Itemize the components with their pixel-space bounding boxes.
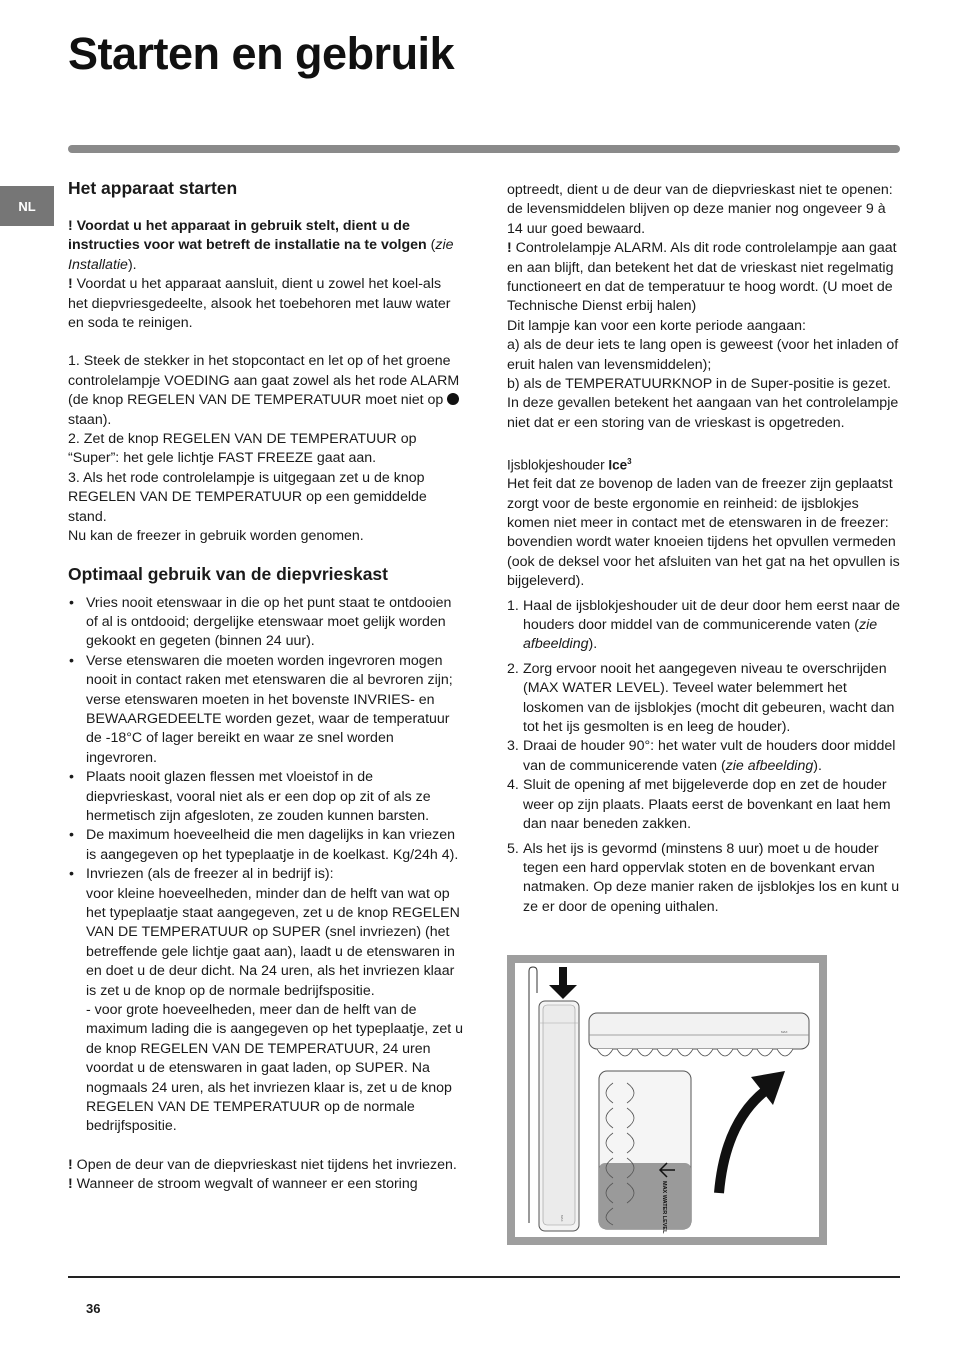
- freeze-large-quantities: - voor grote hoeveelheden, meer dan de helft van de maximum lading die is aangegeven op het typeplaatje, zet u de knop REGELEN VAN DE TEMPERATUUR, 24 uren voordat u de etenswaren in gaat laden, op SUPER. Na nogmaals 24 uren, als het invriezen klaar is, zet u de knop REGELEN VAN DE TEMPERATUUR op de normale bedrijfspositie.: [86, 1002, 463, 1135]
- ice-holder-intro: Het feit dat ze bovenop de laden van de freezer zijn geplaatst zorgt voor de beste ergonomie en reinheid: de ijsblokjes komen niet meer in contact met de etenswaren in de freezer: bovendien wordt water knoeien tijdens het opvullen vermeden (ook de deksel voor het afsluiten van het gat na het opvullen is bijgeleverd).: [507, 476, 900, 590]
- warning-mark: !: [507, 240, 512, 257]
- off-position-dot-icon: [447, 393, 459, 405]
- step-final: Nu kan de freezer in gebruik worden genomen.: [68, 528, 364, 545]
- step-1: [68, 352, 463, 430]
- list-item: [507, 597, 900, 655]
- list-item: • Plaats nooit glazen flessen met vloeistof in de diepvrieskast, vooral niet als er een dop op zit of als ze hermetisch zijn afgesloten, ze zouden kunnen barsten.: [68, 768, 463, 826]
- list-item: [507, 660, 900, 738]
- list-item: [507, 776, 900, 834]
- lamp-conclusion: In deze gevallen betekent het aangaan van het controlelampje niet dat er een storing van de vrieskast is opgetreden.: [507, 395, 899, 431]
- bottom-divider: [68, 1276, 900, 1278]
- list-item: [507, 737, 900, 776]
- ice-brand: Ice: [608, 457, 628, 473]
- page-title: Starten en gebruik: [68, 28, 455, 79]
- warning-mark: !: [68, 218, 73, 234]
- step-1-text: 1. Steek de stekker in het stopcontact en let op of het groene controlelampje VOEDING aan gaat zowel als het rode ALARM (de knop REGELEN VAN DE TEMPERATUUR moet niet op: [68, 353, 460, 409]
- list-item: [507, 840, 900, 918]
- step-ref: zie afbeelding: [725, 757, 814, 774]
- section-heading-usage: Optimaal gebruik van de diepvrieskast: [68, 563, 388, 584]
- warning-mark: !: [68, 276, 73, 293]
- list-item: [68, 865, 463, 1137]
- step-ref: zie afbeelding: [523, 617, 878, 653]
- ice-holder-title: [507, 452, 900, 475]
- paren-close: ).: [127, 256, 137, 273]
- step-text: Draai de houder 90°: het water vult de houders door middel van de communicerende vaten (: [523, 738, 896, 774]
- down-arrow-icon: [549, 967, 577, 999]
- warning-installation: [68, 217, 463, 275]
- freeze-heading: • Invriezen (als de freezer al in bedrijf is):: [86, 866, 334, 883]
- warning-door-text: Open de deur van de diepvrieskast niet tijdens het invriezen.: [72, 1156, 457, 1173]
- step-number: 3.: [507, 738, 519, 755]
- freeze-small-quantities: voor kleine hoeveelheden, minder dan de helft van wat op het typeplaatje staat aangegeven, zet u de knop REGELEN VAN DE TEMPERATUUR op SUPER (snel invriezen) (het betreffende gele lichtje gaat aan), laadt u de etenswaren in en doet u de deur dicht. Na 24 uren, als het invriezen klaar is zet u de knop op de normale bedrijfspositie.: [86, 885, 460, 999]
- warning-power-text: Wanneer de stroom wegvalt of wanneer er een storing: [72, 1176, 418, 1193]
- ice-holder-drawing: [515, 963, 819, 1237]
- alarm-warning: [507, 239, 900, 317]
- step-text: Sluit de opening af met bijgeleverde dop en zet de houder weer op zijn plaats. Plaats eerst de bovenkant en laat hem dan naar beneden zakken.: [523, 777, 891, 833]
- step-text-end: ).: [813, 757, 822, 774]
- small-label: MAX: [781, 1030, 788, 1034]
- paren-open: (: [426, 237, 436, 254]
- step-number: 1.: [507, 597, 519, 614]
- ice-steps-list: [507, 597, 900, 918]
- step-number: 2.: [507, 660, 519, 677]
- alarm-text: Controlelampje ALARM. Als dit rode controlelampje aan gaat en aan blijft, dan betekent het dat de vrieskast niet regelmatig functioneert en dat de temperatuur te hoog wordt. (U moet de Technische Dienst erbij halen): [507, 240, 897, 315]
- illustration-canvas: [515, 963, 819, 1237]
- lamp-intro: Dit lampje kan voor een korte periode aangaan:: [507, 317, 806, 334]
- lamp-case-a: a) als de deur iets te lang open is geweest (voor het inladen of eruit halen van levensmiddelen);: [507, 337, 899, 373]
- warning-mark: !: [68, 1176, 73, 1193]
- warning-cleaning: [68, 275, 463, 333]
- usage-bullet-list: [68, 594, 463, 1137]
- small-label: MAX: [560, 1215, 564, 1222]
- step-text: Zorg ervoor nooit het aangegeven niveau te overschrijden (MAX WATER LEVEL). Teveel water belemmert het loskomen van de ijsblokjes (mocht dit gebeuren, wacht dan tot het ijs gesmolten is en leeg de houder).: [523, 660, 895, 736]
- warning-mark: !: [68, 1156, 73, 1173]
- step-number: 4.: [507, 777, 519, 794]
- list-item: • Vries nooit etenswaar in die op het punt staat te ontdooien of al is ontdooid; dergelijke etenswaar moet gelijk worden gekookt en gegeten (binnen 24 uur).: [68, 594, 463, 652]
- rotate-arrow-icon: [719, 1071, 785, 1193]
- warning-door: [68, 1156, 463, 1175]
- top-divider: [68, 145, 900, 153]
- ice-holder-illustration: [507, 955, 827, 1245]
- warning-cleaning-text: Voordat u het apparaat aansluit, dient u zowel het koel-als het diepvriesgedeelte, alsook het toebehoren met lauw water en soda te reinigen.: [68, 276, 451, 332]
- step-number: 5.: [507, 840, 519, 857]
- step-text-end: ).: [588, 636, 598, 653]
- list-item: • De maximum hoeveelheid die men dagelijks in kan vriezen is aangegeven op het typeplaatje in de koelkast. Kg/24h 4).: [68, 826, 463, 865]
- page-number: 36: [86, 1301, 101, 1316]
- left-column: [68, 176, 463, 1195]
- step-2: 2. Zet de knop REGELEN VAN DE TEMPERATUUR op “Super”: het gele lichtje FAST FREEZE gaat aan.: [68, 431, 417, 467]
- list-item: • Verse etenswaren die moeten worden ingevroren mogen nooit in contact raken met etenswaren die al bevroren zijn; verse etenswaren moeten in het bovenste INVRIES- en BEWAARGEDEELTE worden gezet, waar de temperatuur de -18°C of lager bereikt en waar ze snel worden ingevroren.: [68, 652, 463, 768]
- section-heading-start: Het apparaat starten: [68, 178, 238, 198]
- step-1-text-end: staan).: [68, 411, 112, 428]
- step-text: Als het ijs is gevormd (minstens 8 uur) moet u de houder tegen een hard oppervlak stoten en de bovenkant ervan natmaken. Op deze manier raken de ijsblokjes los en kunt u ze er door de opening uithalen.: [523, 840, 900, 915]
- warning-power: [68, 1175, 463, 1194]
- right-column: [507, 181, 900, 917]
- lamp-case-b: b) als de TEMPERATUURKNOP in de Super-positie is gezet.: [507, 376, 892, 393]
- installation-ref: zie Installatie: [68, 237, 454, 273]
- ice-holder-label: Ijsblokjeshouder: [507, 457, 609, 473]
- ice-brand-sup: 3: [627, 457, 632, 467]
- max-water-level-label: MAX WATER LEVEL: [661, 1181, 667, 1234]
- language-tab: NL: [0, 186, 54, 226]
- step-3: 3. Als het rode controlelampje is uitgegaan zet u de knop REGELEN VAN DE TEMPERATUUR op een gemiddelde stand.: [68, 469, 427, 525]
- step-text: Haal de ijsblokjeshouder uit de deur door hem eerst naar de houders door middel van de communicerende vaten (: [523, 597, 900, 634]
- warning-bold-text: Voordat u het apparaat in gebruik stelt, dient u de instructies voor wat betreft de installatie na te volgen: [68, 218, 427, 254]
- continuation-text: optreedt, dient u de deur van de diepvrieskast niet te openen: de levensmiddelen blijven op deze manier nog ongeveer 9 à 14 uur goed bewaard.: [507, 182, 893, 237]
